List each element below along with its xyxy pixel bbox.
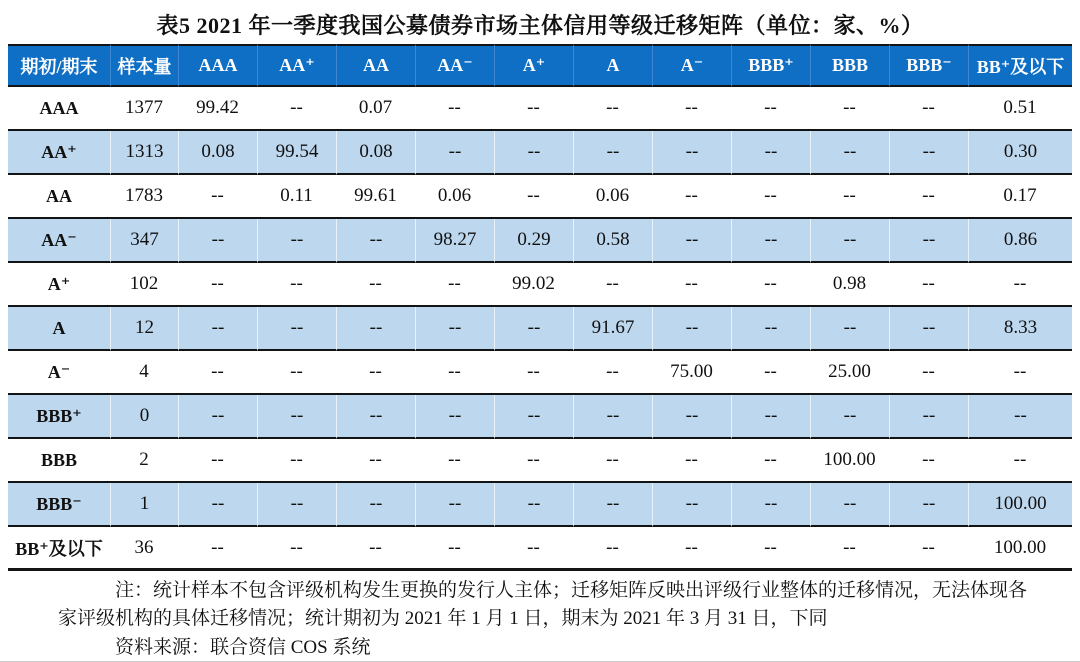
table-row-A⁺ [8, 263, 1072, 307]
value-cell: -- [257, 351, 336, 395]
table-row-BBB⁻ [8, 483, 1072, 527]
header-cell-2: AAA [178, 44, 257, 87]
value-cell: 0.06 [415, 175, 494, 219]
table-row-AA⁺ [8, 131, 1072, 175]
value-cell: -- [731, 483, 810, 527]
value-cell: 0.86 [968, 219, 1072, 263]
value-cell: 100.00 [968, 527, 1072, 571]
value-cell: -- [810, 131, 889, 175]
table-body [8, 87, 1072, 571]
value-cell: -- [652, 395, 731, 439]
value-cell: 99.61 [336, 175, 415, 219]
value-cell: -- [652, 219, 731, 263]
value-cell: -- [178, 219, 257, 263]
value-cell: -- [889, 307, 968, 351]
value-cell: -- [573, 439, 652, 483]
value-cell: -- [652, 307, 731, 351]
value-cell: -- [810, 219, 889, 263]
value-cell: -- [968, 263, 1072, 307]
header-cell-9: BBB⁺ [731, 44, 810, 87]
value-cell: -- [731, 131, 810, 175]
value-cell: -- [415, 395, 494, 439]
value-cell: -- [494, 483, 573, 527]
value-cell: -- [415, 131, 494, 175]
table-row-A⁻ [8, 351, 1072, 395]
value-cell: -- [889, 439, 968, 483]
value-cell: -- [257, 219, 336, 263]
value-cell: -- [494, 527, 573, 571]
value-cell: 0.08 [336, 131, 415, 175]
row-label-cell: AA⁺ [8, 131, 110, 175]
value-cell: 0.17 [968, 175, 1072, 219]
value-cell: 0.08 [178, 131, 257, 175]
value-cell: -- [494, 87, 573, 131]
value-cell: 0.51 [968, 87, 1072, 131]
value-cell: -- [573, 351, 652, 395]
value-cell: -- [968, 439, 1072, 483]
table-row-BBB [8, 439, 1072, 483]
row-label-cell: A⁺ [8, 263, 110, 307]
value-cell: -- [573, 483, 652, 527]
value-cell: -- [889, 131, 968, 175]
value-cell: -- [257, 263, 336, 307]
value-cell: 99.54 [257, 131, 336, 175]
value-cell: -- [257, 439, 336, 483]
value-cell: -- [573, 87, 652, 131]
value-cell: -- [494, 131, 573, 175]
value-cell: 99.02 [494, 263, 573, 307]
value-cell: 0.58 [573, 219, 652, 263]
header-cell-5: AA⁻ [415, 44, 494, 87]
value-cell: -- [573, 395, 652, 439]
value-cell: -- [336, 527, 415, 571]
table-row-AA [8, 175, 1072, 219]
value-cell: -- [178, 527, 257, 571]
value-cell: -- [415, 351, 494, 395]
value-cell: -- [889, 175, 968, 219]
value-cell: -- [178, 175, 257, 219]
value-cell: 0.30 [968, 131, 1072, 175]
value-cell: -- [178, 439, 257, 483]
value-cell: -- [652, 87, 731, 131]
header-cell-1: 样本量 [110, 44, 178, 87]
value-cell: -- [415, 439, 494, 483]
sample-count-cell: 0 [110, 395, 178, 439]
header-cell-4: AA [336, 44, 415, 87]
header-cell-0: 期初/期末 [8, 44, 110, 87]
value-cell: -- [810, 87, 889, 131]
table-row-BBB⁺ [8, 395, 1072, 439]
note-text: 注：统计样本不包含评级机构发生更换的发行人主体；迁移矩阵反映出评级行业整体的迁移情况，无法体现各家评级机构的具体迁移情况；统计期初为 2021 年 1 月 1 日，期末为 2021 年 3 月 31 日，下同 [58, 580, 1028, 629]
sample-count-cell: 4 [110, 351, 178, 395]
table-row-AA⁻ [8, 219, 1072, 263]
value-cell: 0.29 [494, 219, 573, 263]
sample-count-cell: 1313 [110, 131, 178, 175]
value-cell: -- [336, 483, 415, 527]
value-cell: -- [415, 263, 494, 307]
value-cell: -- [810, 395, 889, 439]
table-notes [58, 577, 1042, 662]
page-title: 表5 2021 年一季度我国公募债券市场主体信用等级迁移矩阵（单位：家、%） [156, 13, 924, 38]
header-row [8, 44, 1072, 87]
value-cell: -- [889, 483, 968, 527]
header-cell-10: BBB [810, 44, 889, 87]
value-cell: -- [494, 395, 573, 439]
value-cell: -- [257, 307, 336, 351]
sample-count-cell: 1377 [110, 87, 178, 131]
value-cell: -- [415, 527, 494, 571]
value-cell: -- [415, 307, 494, 351]
value-cell: -- [178, 307, 257, 351]
header-cell-6: A⁺ [494, 44, 573, 87]
header-cell-3: AA⁺ [257, 44, 336, 87]
row-label-cell: A⁻ [8, 351, 110, 395]
row-label-cell: BBB⁺ [8, 395, 110, 439]
value-cell: -- [652, 483, 731, 527]
value-cell: -- [652, 131, 731, 175]
value-cell: -- [573, 131, 652, 175]
sample-count-cell: 347 [110, 219, 178, 263]
value-cell: 0.98 [810, 263, 889, 307]
value-cell: -- [731, 219, 810, 263]
value-cell: -- [731, 527, 810, 571]
value-cell: -- [336, 263, 415, 307]
value-cell: 25.00 [810, 351, 889, 395]
header-cell-11: BBB⁻ [889, 44, 968, 87]
row-label-cell: AA⁻ [8, 219, 110, 263]
value-cell: -- [731, 439, 810, 483]
value-cell: -- [573, 263, 652, 307]
header-cell-12: BB⁺及以下 [968, 44, 1072, 87]
row-label-cell: BB⁺及以下 [8, 527, 110, 571]
value-cell: -- [178, 395, 257, 439]
value-cell: -- [731, 175, 810, 219]
value-cell: -- [731, 87, 810, 131]
value-cell: -- [257, 87, 336, 131]
value-cell: -- [731, 307, 810, 351]
value-cell: 8.33 [968, 307, 1072, 351]
value-cell: 0.06 [573, 175, 652, 219]
value-cell: -- [257, 395, 336, 439]
source-text: 资料来源：联合资信 COS 系统 [115, 637, 371, 658]
sample-count-cell: 1783 [110, 175, 178, 219]
value-cell: -- [178, 263, 257, 307]
value-cell: -- [968, 351, 1072, 395]
sample-count-cell: 12 [110, 307, 178, 351]
row-label-cell: A [8, 307, 110, 351]
rating-migration-table [8, 44, 1072, 571]
value-cell: -- [810, 307, 889, 351]
row-label-cell: AA [8, 175, 110, 219]
table-header [8, 44, 1072, 87]
row-label-cell: AAA [8, 87, 110, 131]
value-cell: -- [336, 351, 415, 395]
value-cell: -- [573, 527, 652, 571]
value-cell: 98.27 [415, 219, 494, 263]
sample-count-cell: 102 [110, 263, 178, 307]
value-cell: 100.00 [810, 439, 889, 483]
value-cell: 91.67 [573, 307, 652, 351]
value-cell: -- [178, 483, 257, 527]
value-cell: -- [336, 395, 415, 439]
sample-count-cell: 2 [110, 439, 178, 483]
value-cell: -- [652, 527, 731, 571]
value-cell: 0.11 [257, 175, 336, 219]
value-cell: -- [731, 351, 810, 395]
value-cell: -- [257, 483, 336, 527]
value-cell: -- [494, 307, 573, 351]
table-row-BB⁺及以下 [8, 527, 1072, 571]
value-cell: -- [652, 263, 731, 307]
value-cell: -- [889, 263, 968, 307]
table-row-AAA [8, 87, 1072, 131]
value-cell: -- [494, 351, 573, 395]
value-cell: -- [731, 263, 810, 307]
value-cell: -- [336, 219, 415, 263]
value-cell: -- [731, 395, 810, 439]
value-cell: -- [968, 395, 1072, 439]
value-cell: 99.42 [178, 87, 257, 131]
value-cell: -- [889, 351, 968, 395]
value-cell: -- [889, 395, 968, 439]
header-cell-7: A [573, 44, 652, 87]
value-cell: 0.07 [336, 87, 415, 131]
value-cell: -- [494, 439, 573, 483]
row-label-cell: BBB [8, 439, 110, 483]
value-cell: -- [652, 175, 731, 219]
value-cell: -- [336, 439, 415, 483]
value-cell: -- [257, 527, 336, 571]
table-row-A [8, 307, 1072, 351]
value-cell: -- [810, 527, 889, 571]
value-cell: -- [889, 219, 968, 263]
sample-count-cell: 1 [110, 483, 178, 527]
value-cell: -- [810, 175, 889, 219]
value-cell: -- [336, 307, 415, 351]
row-label-cell: BBB⁻ [8, 483, 110, 527]
value-cell: -- [889, 87, 968, 131]
value-cell: -- [494, 175, 573, 219]
value-cell: -- [415, 483, 494, 527]
value-cell: -- [178, 351, 257, 395]
value-cell: -- [415, 87, 494, 131]
sample-count-cell: 36 [110, 527, 178, 571]
value-cell: -- [810, 483, 889, 527]
value-cell: 75.00 [652, 351, 731, 395]
header-cell-8: A⁻ [652, 44, 731, 87]
value-cell: -- [652, 439, 731, 483]
value-cell: 100.00 [968, 483, 1072, 527]
value-cell: -- [889, 527, 968, 571]
